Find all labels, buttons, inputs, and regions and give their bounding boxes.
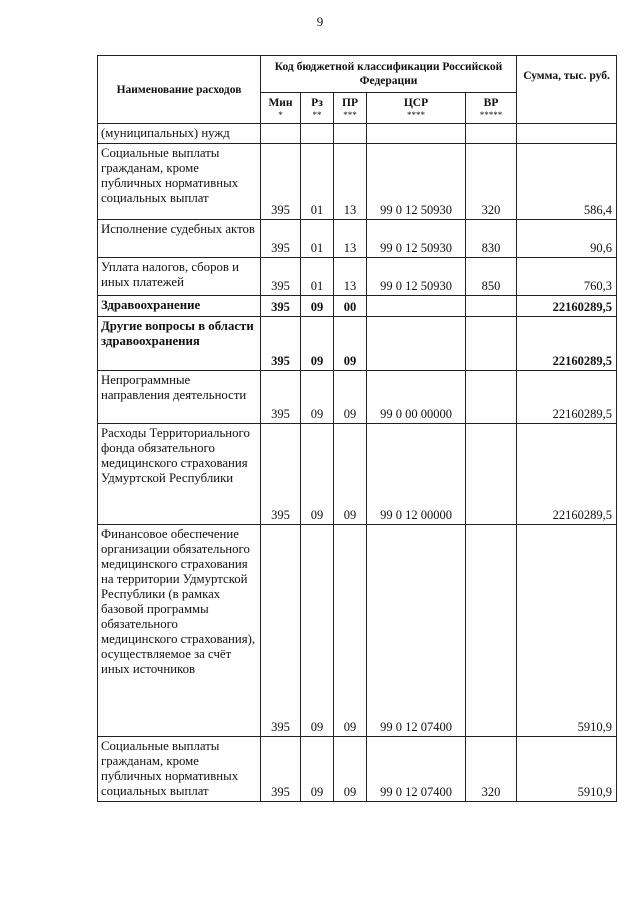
cell-pr: 09 xyxy=(334,424,367,525)
column-label: ВР xyxy=(483,97,499,109)
cell-min: 395 xyxy=(261,258,301,296)
row-name: Непрограммные направления деятельности xyxy=(98,371,261,424)
row-name: (муниципальных) нужд xyxy=(98,124,261,144)
column-footnote-mark: *** xyxy=(343,110,357,120)
cell-sum: 5910,9 xyxy=(517,737,617,802)
header-sum: Сумма, тыс. руб. xyxy=(517,56,617,124)
table-row xyxy=(98,737,617,802)
cell-vr: 850 xyxy=(466,258,517,296)
column-footnote-mark: * xyxy=(278,110,283,120)
cell-rz: 09 xyxy=(301,317,334,371)
cell-rz: 01 xyxy=(301,220,334,258)
header-rz xyxy=(301,93,334,124)
cell-sum: 760,3 xyxy=(517,258,617,296)
row-name: Другие вопросы в области здравоохранения xyxy=(98,317,261,371)
cell-sum: 22160289,5 xyxy=(517,424,617,525)
column-footnote-mark: ** xyxy=(312,110,322,120)
cell-pr: 13 xyxy=(334,144,367,220)
table-row xyxy=(98,144,617,220)
table-row xyxy=(98,317,617,371)
cell-rz: 09 xyxy=(301,296,334,317)
cell-csr xyxy=(367,296,466,317)
row-name: Социальные выплаты гражданам, кроме публичных нормативных социальных выплат xyxy=(98,737,261,802)
cell-vr xyxy=(466,424,517,525)
cell-vr xyxy=(466,124,517,144)
row-name: Социальные выплаты гражданам, кроме публичных нормативных социальных выплат xyxy=(98,144,261,220)
column-footnote-mark: ***** xyxy=(479,110,503,120)
cell-vr xyxy=(466,296,517,317)
header-min xyxy=(261,93,301,124)
header-vr xyxy=(466,93,517,124)
table-row xyxy=(98,424,617,525)
row-name: Расходы Территориального фонда обязательного медицинского страхования Удмуртской Республики xyxy=(98,424,261,525)
column-label: Мин xyxy=(268,97,293,109)
cell-vr: 320 xyxy=(466,737,517,802)
cell-pr: 00 xyxy=(334,296,367,317)
cell-vr xyxy=(466,371,517,424)
column-label: ЦСР xyxy=(403,97,429,109)
table-row xyxy=(98,124,617,144)
row-name: Уплата налогов, сборов и иных платежей xyxy=(98,258,261,296)
cell-csr: 99 0 12 50930 xyxy=(367,220,466,258)
cell-csr: 99 0 12 07400 xyxy=(367,737,466,802)
cell-rz: 01 xyxy=(301,144,334,220)
cell-rz: 09 xyxy=(301,424,334,525)
cell-vr xyxy=(466,525,517,737)
cell-pr: 09 xyxy=(334,737,367,802)
cell-sum: 5910,9 xyxy=(517,525,617,737)
cell-pr: 09 xyxy=(334,317,367,371)
cell-sum: 90,6 xyxy=(517,220,617,258)
header-name: Наименование расходов xyxy=(98,56,261,124)
cell-csr: 99 0 00 00000 xyxy=(367,371,466,424)
cell-vr xyxy=(466,317,517,371)
row-name: Здравоохранение xyxy=(98,296,261,317)
cell-pr: 13 xyxy=(334,220,367,258)
row-name: Исполнение судебных актов xyxy=(98,220,261,258)
cell-min: 395 xyxy=(261,737,301,802)
cell-pr: 09 xyxy=(334,525,367,737)
cell-min: 395 xyxy=(261,424,301,525)
cell-min: 395 xyxy=(261,317,301,371)
cell-sum xyxy=(517,124,617,144)
cell-rz: 09 xyxy=(301,525,334,737)
cell-csr: 99 0 12 50930 xyxy=(367,144,466,220)
budget-table xyxy=(97,55,617,802)
cell-pr xyxy=(334,124,367,144)
cell-rz: 01 xyxy=(301,258,334,296)
cell-csr xyxy=(367,317,466,371)
cell-min: 395 xyxy=(261,220,301,258)
cell-min: 395 xyxy=(261,296,301,317)
cell-csr: 99 0 12 07400 xyxy=(367,525,466,737)
cell-sum: 22160289,5 xyxy=(517,317,617,371)
column-label: ПР xyxy=(342,97,358,109)
cell-rz: 09 xyxy=(301,371,334,424)
table-row xyxy=(98,371,617,424)
cell-min: 395 xyxy=(261,525,301,737)
table-row xyxy=(98,220,617,258)
cell-min: 395 xyxy=(261,371,301,424)
cell-min: 395 xyxy=(261,144,301,220)
cell-sum: 586,4 xyxy=(517,144,617,220)
cell-csr xyxy=(367,124,466,144)
page-number: 9 xyxy=(316,14,324,29)
cell-vr: 320 xyxy=(466,144,517,220)
cell-rz: 09 xyxy=(301,737,334,802)
row-name: Финансовое обеспечение организации обязательного медицинского страхования на территории Удмуртской Республики (в рамках базовой программы обязательного медицинского страхования), осуществляемое за счёт иных источников xyxy=(98,525,261,737)
cell-min xyxy=(261,124,301,144)
header-code-group: Код бюджетной классификации Российской Федерации xyxy=(261,56,517,93)
cell-csr: 99 0 12 00000 xyxy=(367,424,466,525)
column-footnote-mark: **** xyxy=(407,110,425,120)
cell-sum: 22160289,5 xyxy=(517,371,617,424)
cell-pr: 09 xyxy=(334,371,367,424)
header-pr xyxy=(334,93,367,124)
cell-pr: 13 xyxy=(334,258,367,296)
cell-vr: 830 xyxy=(466,220,517,258)
table-row xyxy=(98,296,617,317)
table-row xyxy=(98,525,617,737)
cell-csr: 99 0 12 50930 xyxy=(367,258,466,296)
header-csr xyxy=(367,93,466,124)
table-row xyxy=(98,258,617,296)
cell-rz xyxy=(301,124,334,144)
column-label: Рз xyxy=(311,97,323,109)
cell-sum: 22160289,5 xyxy=(517,296,617,317)
